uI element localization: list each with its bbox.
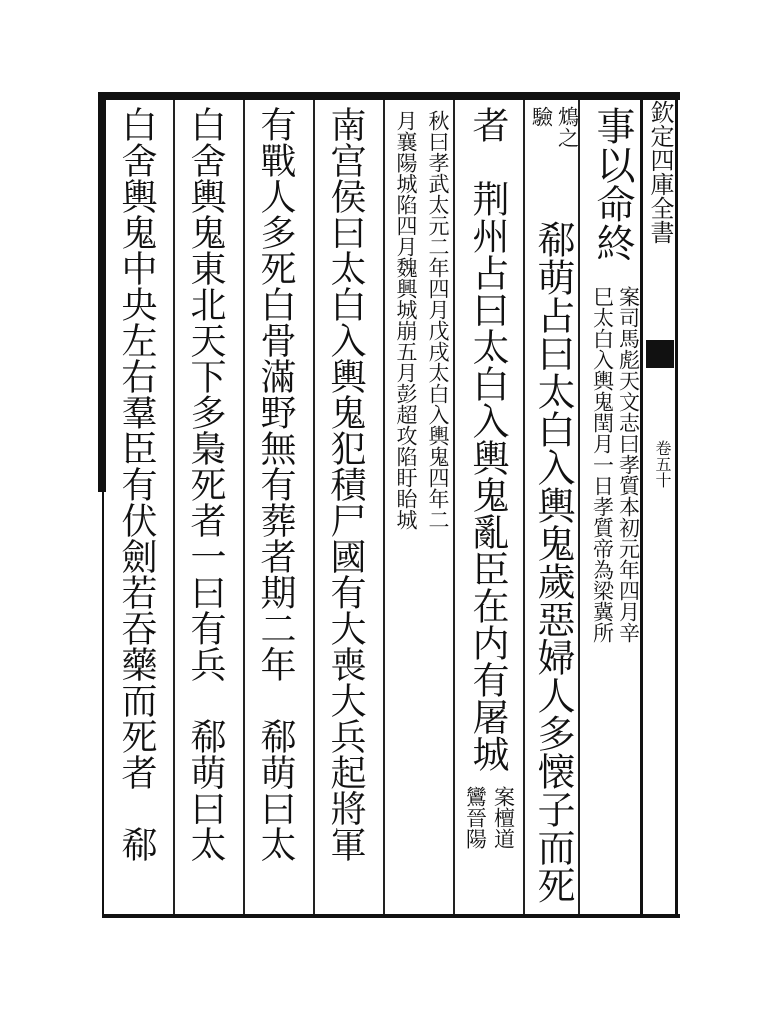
fishtail-mark [646,340,674,368]
book-title: 欽定四庫全書 [646,100,674,244]
frame-top-border [100,92,680,100]
frame-left-border [98,92,106,492]
annotation-line: 巳太白入輿鬼閏月一日孝質帝為梁冀所 [590,286,615,643]
annotation-line: 鸞晉陽 [463,786,488,849]
volume-label: 卷五十 [653,440,672,488]
text-column-7 [175,100,243,914]
text-column-1 [586,100,640,914]
frame-left-border-lower [102,492,104,918]
annotation-line: 鴆之 [555,106,580,148]
annotation-line: 案檀道 [491,786,516,849]
main-text: 南宫侯曰太白入輿鬼犯積尸國有大喪大兵起將軍 [325,106,366,862]
text-column-4 [385,100,453,914]
main-text: 事以命終 [590,106,635,262]
text-column-2 [525,100,579,914]
frame-bottom-border [104,914,680,918]
main-text: 者 荆州占曰太白入輿鬼亂臣在内有屠城 [466,106,509,772]
text-column-5 [315,100,383,914]
annotation-line: 驗 [529,106,554,127]
main-text: 有戰人多死白骨滿野無有葬者期二年 郗萌曰太 [255,106,296,862]
text-column-6 [245,100,313,914]
text-column-8 [106,100,172,914]
text-column-3 [455,100,523,914]
main-text: 白舍輿鬼中央左右羣臣有伏劍若吞藥而死者 郗 [116,106,157,862]
annotation-line: 月襄陽城陷四月魏興城崩五月彭超攻陷盱眙城 [394,110,418,530]
main-text: 白舍輿鬼東北天下多梟死者一曰有兵 郗萌曰太 [185,106,226,862]
annotation-line: 案司馬彪天文志曰孝質本初元年四月辛 [616,286,641,643]
annotation-line: 秋曰孝武太元二年四月戊戌太白入輿鬼四年二 [426,110,450,530]
frame-right-border [675,92,678,918]
main-text: 郗萌占曰太白入輿鬼歲惡婦人多懐子而死 [531,220,575,904]
